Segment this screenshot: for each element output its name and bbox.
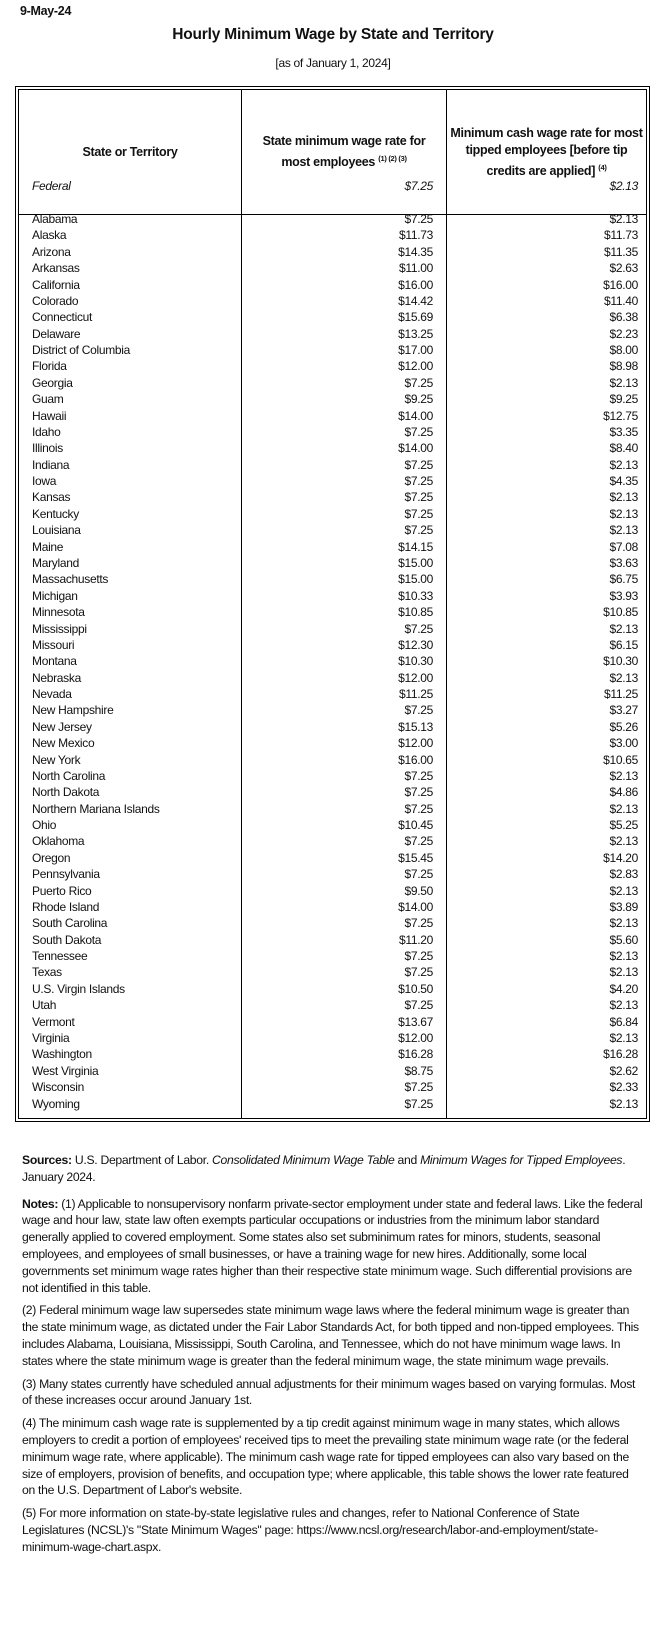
min-wage: $11.00 bbox=[398, 261, 433, 276]
state-name: Louisiana bbox=[32, 523, 81, 538]
minimum-wage-table bbox=[18, 89, 647, 1119]
state-name: Federal bbox=[32, 179, 71, 193]
state-name: Georgia bbox=[32, 375, 73, 390]
state-name: Florida bbox=[32, 359, 67, 374]
state-name: West Virginia bbox=[32, 1063, 99, 1078]
min-wage: $7.25 bbox=[404, 834, 433, 849]
tipped-wage: $4.86 bbox=[609, 785, 638, 800]
min-wage: $14.35 bbox=[398, 244, 433, 259]
min-wage: $10.45 bbox=[398, 818, 433, 833]
state-name: Iowa bbox=[32, 474, 57, 489]
min-wage: $14.15 bbox=[398, 539, 433, 554]
table-row bbox=[19, 784, 646, 800]
tipped-wage: $2.13 bbox=[609, 670, 638, 685]
state-name: South Carolina bbox=[32, 916, 108, 931]
table-row bbox=[19, 866, 646, 882]
table-row bbox=[19, 1014, 646, 1030]
table-row bbox=[19, 997, 646, 1013]
state-name: Missouri bbox=[32, 637, 75, 652]
state-name: North Carolina bbox=[32, 768, 106, 783]
min-wage: $16.00 bbox=[398, 752, 433, 767]
table-row bbox=[19, 621, 646, 637]
table-row bbox=[19, 293, 646, 309]
note-1 bbox=[22, 1196, 644, 1297]
min-wage: $7.25 bbox=[404, 949, 433, 964]
table-row bbox=[19, 489, 646, 505]
state-name: Colorado bbox=[32, 293, 79, 308]
note-4: (4) The minimum cash wage rate is supplemented by a tip credit against minimum wage in many states, which allows employers to credit a portion of employees' received tips to meet the prevailing state minimum wage rate (or the federal minimum wage rate, where applicable). The minimum cash wage rate for tipped employees can also vary based on the size of employers, provision of benefits, and occupation type; where applicable, this table shows the lower rate featured on the U.S. Department of Labor's website. bbox=[22, 1416, 630, 1498]
tipped-wage: $3.35 bbox=[609, 424, 638, 439]
state-name: Nevada bbox=[32, 687, 72, 702]
min-wage: $15.00 bbox=[398, 555, 433, 570]
sources bbox=[22, 1152, 644, 1186]
state-name: Michigan bbox=[32, 588, 78, 603]
header-min-wage bbox=[242, 90, 446, 214]
table-row bbox=[19, 735, 646, 751]
min-wage: $14.00 bbox=[398, 441, 433, 456]
state-name: Tennessee bbox=[32, 949, 88, 964]
header-tipped bbox=[447, 90, 646, 214]
min-wage: $14.00 bbox=[398, 899, 433, 914]
state-name: Northern Mariana Islands bbox=[32, 801, 160, 816]
table-row bbox=[19, 604, 646, 620]
tipped-wage: $4.35 bbox=[609, 474, 638, 489]
tipped-wage: $5.25 bbox=[609, 818, 638, 833]
state-name: Oklahoma bbox=[32, 834, 85, 849]
table-row bbox=[19, 227, 646, 243]
page-title: Hourly Minimum Wage by State and Territory bbox=[172, 26, 494, 43]
tipped-wage: $2.63 bbox=[609, 261, 638, 276]
min-wage: $13.25 bbox=[398, 326, 433, 341]
state-name: Minnesota bbox=[32, 605, 85, 620]
table-header bbox=[19, 90, 646, 215]
min-wage: $12.00 bbox=[398, 1031, 433, 1045]
tipped-wage: $2.13 bbox=[609, 1031, 638, 1045]
state-name: Alabama bbox=[32, 212, 78, 226]
state-name: New Jersey bbox=[32, 719, 92, 734]
tipped-wage: $2.13 bbox=[609, 834, 638, 849]
table-row bbox=[19, 981, 646, 997]
page-subtitle: [as of January 1, 2024] bbox=[275, 56, 391, 70]
table-row bbox=[19, 817, 646, 833]
tipped-wage: $6.15 bbox=[609, 637, 638, 652]
min-wage: $16.28 bbox=[398, 1047, 433, 1062]
min-wage: $14.42 bbox=[398, 293, 433, 308]
state-name: Wisconsin bbox=[32, 1080, 84, 1095]
tipped-wage: $4.20 bbox=[609, 981, 638, 996]
state-name: Pennsylvania bbox=[32, 867, 100, 882]
table-row bbox=[19, 653, 646, 669]
min-wage: $7.25 bbox=[404, 998, 433, 1013]
note-5: (5) For more information on state-by-state legislative rules and changes, refer to National Conference of State Legislatures (NCSL)'s "State Minimum Wages" page: https://www.ncsl.org/research/labor-and-employment/state-minimum-wage-chart.aspx. bbox=[22, 1506, 598, 1554]
table-row bbox=[19, 358, 646, 374]
tipped-wage: $3.27 bbox=[609, 703, 638, 718]
state-name: Indiana bbox=[32, 457, 70, 472]
min-wage: $12.00 bbox=[398, 736, 433, 751]
state-name: Delaware bbox=[32, 326, 81, 341]
table-row bbox=[19, 408, 646, 424]
state-name: Nebraska bbox=[32, 670, 81, 685]
tipped-wage: $3.00 bbox=[609, 736, 638, 751]
note-3: (3) Many states currently have scheduled annual adjustments for their minimum wages based on varying formulas. Most of these increases occur around January 1st. bbox=[22, 1376, 636, 1408]
note-2: (2) Federal minimum wage law supersedes state minimum wage laws where the federal minimum wage is greater than the state minimum wage, as dictated under the Fair Labor Standards Act, for both tipped and non-tipped employees. This includes Alabama, Louisiana, Mississippi, South Carolina, and Tennessee, which do not have minimum wage laws. In states where the state minimum wage is greater than the federal minimum wage, the state minimum wage prevails. bbox=[22, 1303, 639, 1368]
min-wage: $15.45 bbox=[398, 850, 433, 865]
table-row bbox=[19, 964, 646, 980]
state-name: Connecticut bbox=[32, 310, 93, 325]
tipped-wage: $2.13 bbox=[609, 801, 638, 816]
table-row bbox=[19, 1096, 646, 1112]
min-wage: $7.25 bbox=[404, 768, 433, 783]
state-name: District of Columbia bbox=[32, 343, 131, 358]
table-row bbox=[19, 670, 646, 686]
tipped-wage: $2.13 bbox=[609, 883, 638, 898]
state-name: Puerto Rico bbox=[32, 883, 92, 898]
tipped-wage: $2.13 bbox=[609, 457, 638, 472]
note-1-text: (1) Applicable to nonsupervisory nonfarm private-sector employment under state and federal laws. Like the federal wage and hour law, state law often exempts particular occupations or industries from the minimum labor standard generally applied to covered employment. Some states also set subminimum rates for minors, students, seasonal employees, and employees of small businesses, or have a training wage for new hires. Additionally, some local governments set minimum wage rates higher than their respective state minimum wage. Such differential provisions are not identified in this table. bbox=[22, 1196, 643, 1295]
min-wage: $16.00 bbox=[398, 277, 433, 292]
table-row bbox=[19, 440, 646, 456]
tipped-wage: $2.13 bbox=[609, 212, 638, 226]
tipped-wage: $2.13 bbox=[609, 916, 638, 931]
table-row bbox=[19, 719, 646, 735]
tipped-wage: $2.13 bbox=[609, 490, 638, 505]
state-name: Arizona bbox=[32, 244, 71, 259]
min-wage: $7.25 bbox=[404, 916, 433, 931]
tipped-wage: $3.89 bbox=[609, 899, 638, 914]
header-tipped-notes: (4) bbox=[598, 162, 607, 172]
tipped-wage: $8.00 bbox=[609, 343, 638, 358]
tipped-wage: $16.28 bbox=[603, 1047, 638, 1062]
table-row bbox=[19, 473, 646, 489]
tipped-wage: $11.35 bbox=[603, 244, 638, 259]
tipped-wage: $11.25 bbox=[603, 687, 638, 702]
tipped-wage: $8.98 bbox=[609, 359, 638, 374]
min-wage: $7.25 bbox=[404, 490, 433, 505]
table-row bbox=[19, 1046, 646, 1062]
sources-title: Consolidated Minimum Wage Table bbox=[212, 1153, 395, 1167]
tipped-wage: $2.33 bbox=[609, 1080, 638, 1095]
min-wage: $7.25 bbox=[404, 703, 433, 718]
table-row bbox=[19, 424, 646, 440]
table-row bbox=[19, 571, 646, 587]
tipped-wage: $5.60 bbox=[609, 932, 638, 947]
min-wage: $7.25 bbox=[404, 523, 433, 538]
table-row bbox=[19, 899, 646, 915]
tipped-wage: $6.38 bbox=[609, 310, 638, 325]
tipped-wage: $2.23 bbox=[609, 326, 638, 341]
min-wage: $7.25 bbox=[404, 801, 433, 816]
notes-label: Notes: bbox=[22, 1196, 59, 1211]
state-name: Virginia bbox=[32, 1031, 70, 1045]
state-name: Idaho bbox=[32, 424, 61, 439]
state-name: California bbox=[32, 277, 80, 292]
min-wage: $11.20 bbox=[398, 932, 433, 947]
sources-text: . January 2024. bbox=[22, 1153, 626, 1184]
table-row bbox=[19, 768, 646, 784]
header-min-wage-notes: (1) (2) (3) bbox=[378, 154, 407, 163]
min-wage: $9.25 bbox=[404, 392, 433, 407]
header-min-wage-label: State minimum wage rate for most employees bbox=[262, 134, 426, 169]
tipped-wage: $2.13 bbox=[609, 621, 638, 636]
min-wage: $7.25 bbox=[404, 179, 433, 193]
tipped-wage: $3.93 bbox=[609, 588, 638, 603]
state-name: Utah bbox=[32, 998, 57, 1013]
min-wage: $7.25 bbox=[404, 785, 433, 800]
tipped-wage: $7.08 bbox=[609, 539, 638, 554]
table-row bbox=[19, 932, 646, 948]
min-wage: $11.25 bbox=[398, 687, 433, 702]
state-name: Hawaii bbox=[32, 408, 67, 423]
table-row bbox=[19, 752, 646, 768]
state-name: Guam bbox=[32, 392, 64, 407]
notes-section bbox=[22, 1152, 644, 1562]
tipped-wage: $10.65 bbox=[603, 752, 638, 767]
state-name: Kentucky bbox=[32, 506, 79, 521]
min-wage: $8.75 bbox=[404, 1063, 433, 1078]
table-row bbox=[19, 702, 646, 718]
tipped-wage: $11.40 bbox=[603, 293, 638, 308]
state-name: New Mexico bbox=[32, 736, 95, 751]
tipped-wage: $2.13 bbox=[609, 949, 638, 964]
sources-title: Minimum Wages for Tipped Employees bbox=[420, 1153, 623, 1167]
min-wage: $10.85 bbox=[398, 605, 433, 620]
tipped-wage: $10.85 bbox=[603, 605, 638, 620]
min-wage: $12.30 bbox=[398, 637, 433, 652]
min-wage: $7.25 bbox=[404, 621, 433, 636]
min-wage: $7.25 bbox=[404, 375, 433, 390]
state-name: Wyoming bbox=[32, 1096, 80, 1111]
table-row bbox=[19, 588, 646, 604]
table-row bbox=[19, 375, 646, 391]
state-name: Kansas bbox=[32, 490, 71, 505]
table-row bbox=[19, 948, 646, 964]
state-name: North Dakota bbox=[32, 785, 100, 800]
min-wage: $7.25 bbox=[404, 506, 433, 521]
tipped-wage: $8.40 bbox=[609, 441, 638, 456]
state-name: Washington bbox=[32, 1047, 92, 1062]
tipped-wage: $16.00 bbox=[603, 277, 638, 292]
sources-text: U.S. Department of Labor. bbox=[71, 1153, 213, 1167]
min-wage: $7.25 bbox=[404, 474, 433, 489]
min-wage: $14.00 bbox=[398, 408, 433, 423]
state-name: Arkansas bbox=[32, 261, 80, 276]
tipped-wage: $12.75 bbox=[603, 408, 638, 423]
state-name: Oregon bbox=[32, 850, 71, 865]
tipped-wage: $2.13 bbox=[609, 965, 638, 980]
table-row bbox=[19, 309, 646, 325]
tipped-wage: $2.13 bbox=[609, 523, 638, 538]
min-wage: $7.25 bbox=[404, 1096, 433, 1111]
table-row bbox=[19, 1030, 646, 1046]
state-name: U.S. Virgin Islands bbox=[32, 981, 125, 996]
min-wage: $10.30 bbox=[398, 654, 433, 669]
header-state bbox=[19, 90, 241, 214]
min-wage: $12.00 bbox=[398, 359, 433, 374]
tipped-wage: $2.62 bbox=[609, 1063, 638, 1078]
tipped-wage: $2.13 bbox=[609, 768, 638, 783]
min-wage: $7.25 bbox=[404, 424, 433, 439]
table-row bbox=[19, 260, 646, 276]
table-row bbox=[19, 326, 646, 342]
state-name: Texas bbox=[32, 965, 62, 980]
sources-label: Sources: bbox=[22, 1153, 72, 1167]
table-row bbox=[19, 391, 646, 407]
tipped-wage: $5.26 bbox=[609, 719, 638, 734]
table-row bbox=[19, 555, 646, 571]
tipped-wage: $2.13 bbox=[609, 179, 638, 193]
state-name: Mississippi bbox=[32, 621, 87, 636]
state-name: Massachusetts bbox=[32, 572, 109, 587]
tipped-wage: $2.13 bbox=[609, 375, 638, 390]
table-row-federal bbox=[19, 178, 646, 194]
header-tipped-label: Minimum cash wage rate for most tipped employees [before tip credits are applied] bbox=[450, 125, 643, 178]
tipped-wage: $3.63 bbox=[609, 555, 638, 570]
tipped-wage: $10.30 bbox=[603, 654, 638, 669]
table-row bbox=[19, 686, 646, 702]
state-name: Vermont bbox=[32, 1014, 75, 1029]
header-state-label: State or Territory bbox=[82, 144, 178, 159]
state-name: Rhode Island bbox=[32, 899, 100, 914]
table-row bbox=[19, 277, 646, 293]
table-row bbox=[19, 1063, 646, 1079]
min-wage: $7.25 bbox=[404, 1080, 433, 1095]
min-wage: $13.67 bbox=[398, 1014, 433, 1029]
table-row bbox=[19, 539, 646, 555]
table-row bbox=[19, 637, 646, 653]
state-name: Montana bbox=[32, 654, 77, 669]
tipped-wage: $6.75 bbox=[609, 572, 638, 587]
table-row bbox=[19, 211, 646, 227]
tipped-wage: $2.13 bbox=[609, 1096, 638, 1111]
tipped-wage: $6.84 bbox=[609, 1014, 638, 1029]
min-wage: $7.25 bbox=[404, 212, 433, 226]
min-wage: $7.25 bbox=[404, 867, 433, 882]
state-name: New Hampshire bbox=[32, 703, 114, 718]
state-name: South Dakota bbox=[32, 932, 102, 947]
sources-text: and bbox=[394, 1153, 421, 1167]
tipped-wage: $9.25 bbox=[609, 392, 638, 407]
tipped-wage: $14.20 bbox=[603, 850, 638, 865]
table-row bbox=[19, 915, 646, 931]
min-wage: $10.50 bbox=[398, 981, 433, 996]
min-wage: $11.73 bbox=[398, 228, 433, 243]
state-name: Alaska bbox=[32, 228, 67, 243]
min-wage: $7.25 bbox=[404, 965, 433, 980]
min-wage: $9.50 bbox=[404, 883, 433, 898]
state-name: Maryland bbox=[32, 555, 79, 570]
state-name: New York bbox=[32, 752, 81, 767]
table-row bbox=[19, 833, 646, 849]
min-wage: $12.00 bbox=[398, 670, 433, 685]
table-row bbox=[19, 457, 646, 473]
min-wage: $17.00 bbox=[398, 343, 433, 358]
table-row bbox=[19, 522, 646, 538]
table-row bbox=[19, 506, 646, 522]
min-wage: $15.69 bbox=[398, 310, 433, 325]
min-wage: $10.33 bbox=[398, 588, 433, 603]
min-wage: $7.25 bbox=[404, 457, 433, 472]
tipped-wage: $11.73 bbox=[603, 228, 638, 243]
document-date: 9-May-24 bbox=[20, 4, 72, 18]
table-row bbox=[19, 883, 646, 899]
table-row bbox=[19, 342, 646, 358]
state-name: Maine bbox=[32, 539, 64, 554]
table-row bbox=[19, 850, 646, 866]
min-wage: $15.13 bbox=[398, 719, 433, 734]
min-wage: $15.00 bbox=[398, 572, 433, 587]
table-row bbox=[19, 244, 646, 260]
table-row bbox=[19, 801, 646, 817]
tipped-wage: $2.83 bbox=[609, 867, 638, 882]
state-name: Illinois bbox=[32, 441, 63, 456]
table-row bbox=[19, 1079, 646, 1095]
tipped-wage: $2.13 bbox=[609, 998, 638, 1013]
state-name: Ohio bbox=[32, 818, 57, 833]
tipped-wage: $2.13 bbox=[609, 506, 638, 521]
